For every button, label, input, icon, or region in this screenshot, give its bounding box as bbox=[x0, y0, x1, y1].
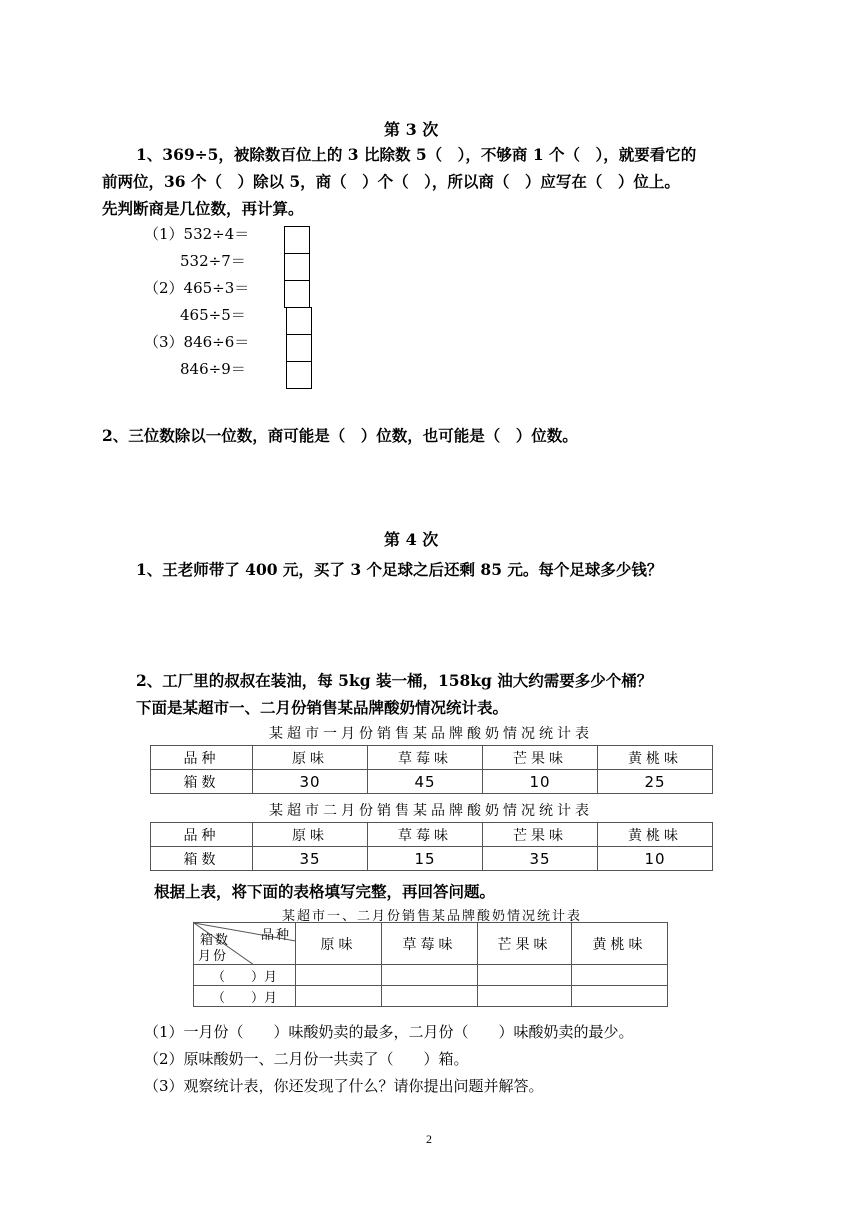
answer-box-6[interactable] bbox=[286, 361, 312, 389]
table2-value-2: 15 bbox=[368, 847, 483, 871]
section3-title: 第 3 次 bbox=[384, 120, 439, 139]
table1-caption: 某超市一月份销售某品牌酸奶情况统计表 bbox=[269, 726, 593, 742]
s4-question2: 2、工厂里的叔叔在装油，每 5kg 装一桶，158kg 油大约需要多少个桶？ bbox=[136, 671, 653, 690]
table1-january bbox=[150, 745, 713, 794]
table3-cell[interactable] bbox=[296, 986, 382, 1007]
s4-fill-prompt: 根据上表，将下面的表格填写完整，再回答问题。 bbox=[154, 882, 496, 901]
table2-caption: 某超市二月份销售某品牌酸奶情况统计表 bbox=[269, 803, 593, 819]
s3-item-3: （2）465÷3＝ bbox=[144, 279, 250, 297]
s3-instruction: 先判断商是几位数，再计算。 bbox=[102, 199, 304, 218]
table1-value-2: 45 bbox=[368, 770, 483, 794]
table2-row-label-boxes: 箱数 bbox=[151, 847, 253, 871]
table2-flavor-3: 芒果味 bbox=[483, 823, 598, 847]
table2-flavor-2: 草莓味 bbox=[368, 823, 483, 847]
table1-value-4: 25 bbox=[598, 770, 713, 794]
table1-flavor-2: 草莓味 bbox=[368, 746, 483, 770]
table3-cell[interactable] bbox=[572, 965, 668, 986]
table3-cell[interactable] bbox=[382, 986, 478, 1007]
s3-question1-line1: 1、369÷5，被除数百位上的 3 比除数 5（ ），不够商 1 个（ ），就要看它的 bbox=[136, 145, 697, 164]
section4-title: 第 4 次 bbox=[384, 530, 439, 549]
answer-box-2[interactable] bbox=[284, 253, 310, 281]
table2-row-label-variety: 品种 bbox=[151, 823, 253, 847]
table2-flavor-1: 原味 bbox=[253, 823, 368, 847]
table1-flavor-4: 黄桃味 bbox=[598, 746, 713, 770]
s3-question1-line2: 前两位，36 个（ ）除以 5，商（ ）个（ ），所以商（ ）应写在（ ）位上。 bbox=[102, 172, 680, 191]
table3-row1-label: （ ）月 bbox=[194, 965, 296, 986]
s3-item-6: 846÷9＝ bbox=[180, 360, 246, 378]
table3-cell[interactable] bbox=[296, 965, 382, 986]
table3-cell[interactable] bbox=[478, 986, 572, 1007]
s4-answer1: （1）一月份（ ）味酸奶卖的最多，二月份（ ）味酸奶卖的最少。 bbox=[144, 1023, 634, 1041]
table1-row-label-variety: 品种 bbox=[151, 746, 253, 770]
table1-flavor-1: 原味 bbox=[253, 746, 368, 770]
table3-corner-month: 月份 bbox=[198, 949, 229, 964]
table3-flavor-4: 黄桃味 bbox=[572, 923, 668, 965]
table2-flavor-4: 黄桃味 bbox=[598, 823, 713, 847]
table1-value-1: 30 bbox=[253, 770, 368, 794]
table3-cell[interactable] bbox=[572, 986, 668, 1007]
table1-value-3: 10 bbox=[483, 770, 598, 794]
table3-flavor-3: 芒果味 bbox=[478, 923, 572, 965]
table3-cell[interactable] bbox=[382, 965, 478, 986]
answer-box-3[interactable] bbox=[284, 280, 310, 308]
table3-flavor-2: 草莓味 bbox=[382, 923, 478, 965]
table2-value-1: 35 bbox=[253, 847, 368, 871]
s4-answer2: （2）原味酸奶一、二月份一共卖了（ ）箱。 bbox=[144, 1050, 469, 1068]
answer-box-5[interactable] bbox=[286, 334, 312, 362]
table3-caption: 某超市一、二月份销售某品牌酸奶情况统计表 bbox=[281, 909, 582, 924]
s3-item-4: 465÷5＝ bbox=[180, 306, 246, 324]
table3-combined bbox=[193, 922, 668, 1007]
s3-item-1: （1）532÷4＝ bbox=[144, 225, 250, 243]
table3-flavor-1: 原味 bbox=[296, 923, 382, 965]
answer-box-1[interactable] bbox=[284, 226, 310, 254]
s4-question1: 1、王老师带了 400 元，买了 3 个足球之后还剩 85 元。每个足球多少钱？ bbox=[136, 560, 663, 579]
table1-flavor-3: 芒果味 bbox=[483, 746, 598, 770]
table2-value-4: 10 bbox=[598, 847, 713, 871]
table1-row-label-boxes: 箱数 bbox=[151, 770, 253, 794]
table3-corner-boxes: 箱数 bbox=[200, 933, 231, 948]
table3-corner-variety: 品种 bbox=[260, 928, 291, 943]
table3-corner-header bbox=[194, 923, 296, 965]
answer-box-4[interactable] bbox=[286, 307, 312, 335]
s4-answer3: （3）观察统计表，你还发现了什么？请你提出问题并解答。 bbox=[144, 1077, 544, 1095]
s3-question2: 2、三位数除以一位数，商可能是（ ）位数，也可能是（ ）位数。 bbox=[102, 426, 578, 445]
page-number: 2 bbox=[426, 1132, 432, 1146]
table3-cell[interactable] bbox=[478, 965, 572, 986]
table3-row2-label: （ ）月 bbox=[194, 986, 296, 1007]
s3-item-2: 532÷7＝ bbox=[180, 252, 246, 270]
s4-intro: 下面是某超市一、二月份销售某品牌酸奶情况统计表。 bbox=[136, 698, 509, 717]
table2-value-3: 35 bbox=[483, 847, 598, 871]
s3-item-5: （3）846÷6＝ bbox=[144, 333, 250, 351]
table2-february bbox=[150, 822, 713, 871]
